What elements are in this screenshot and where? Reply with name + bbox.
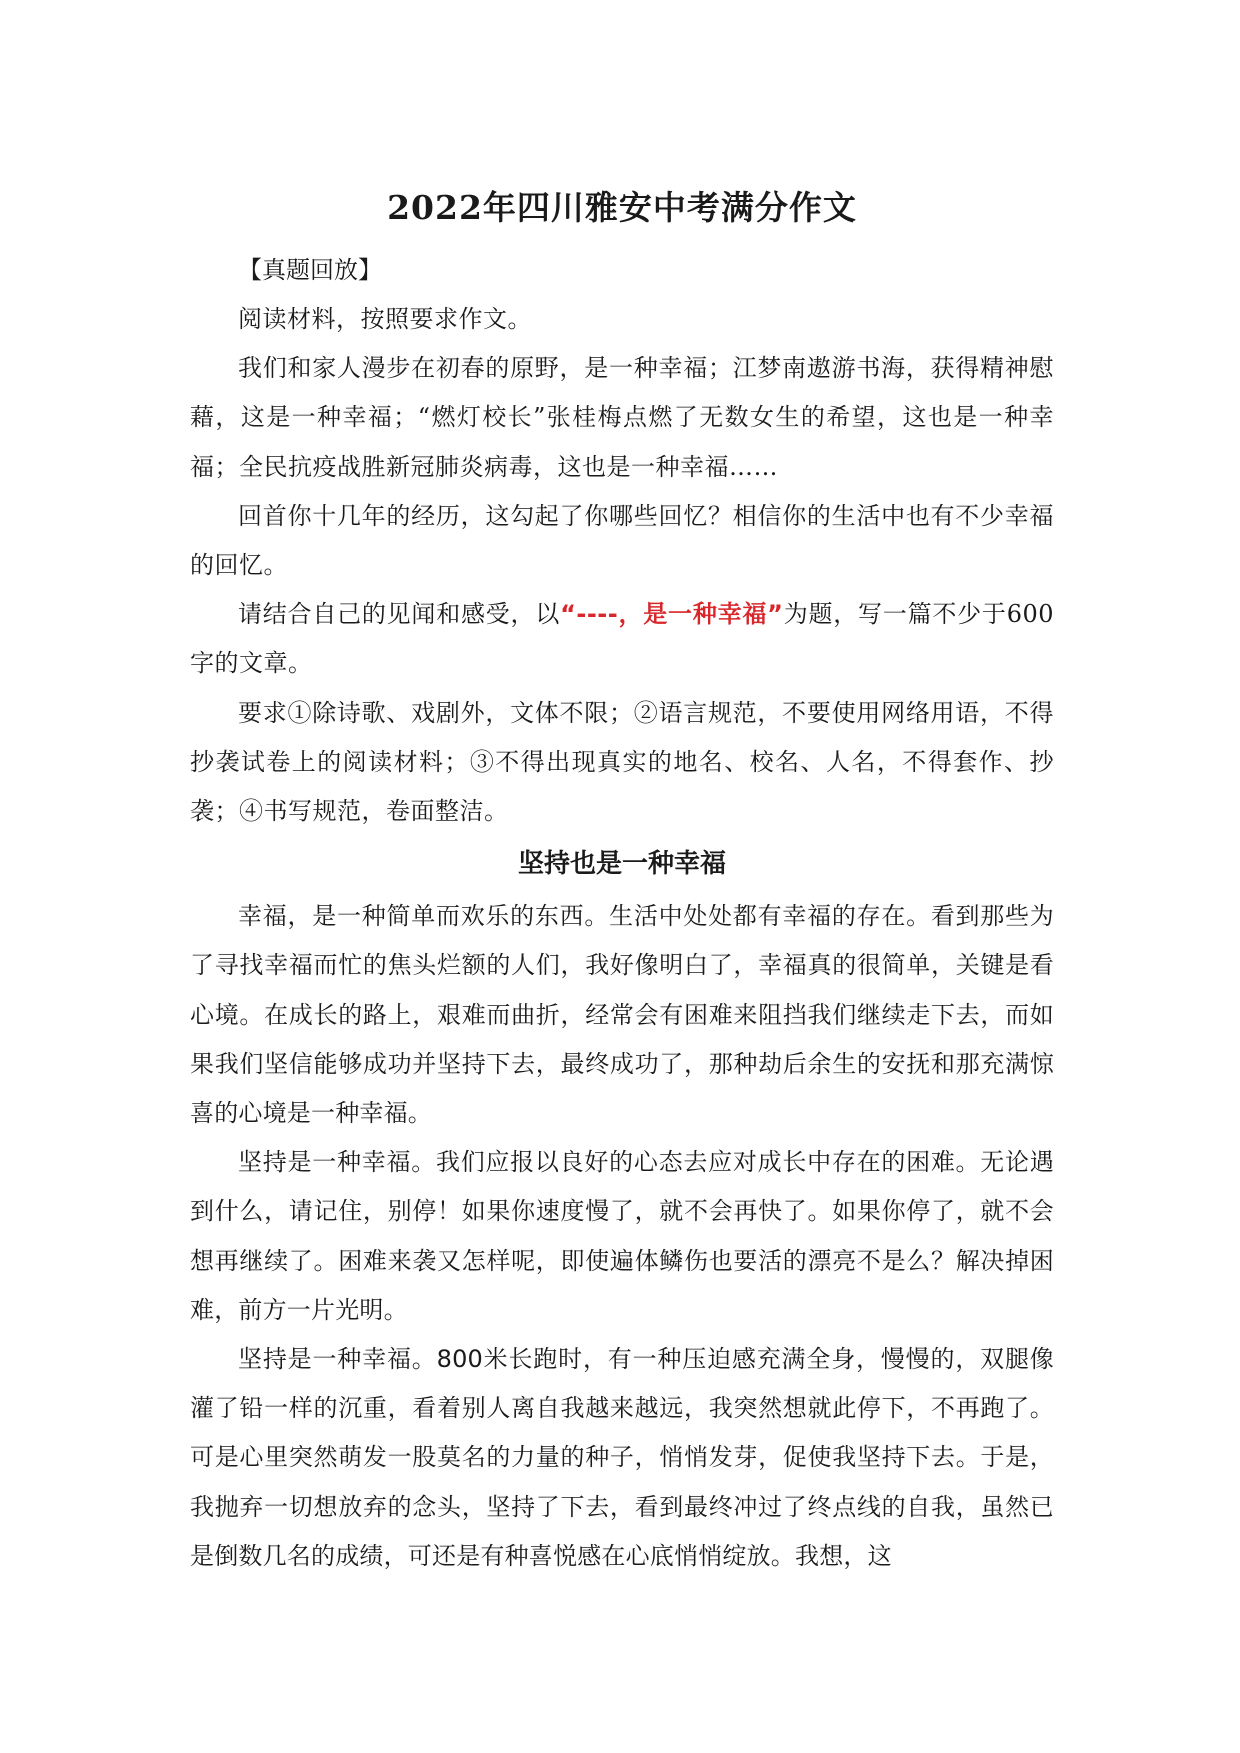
prompt-material: 我们和家人漫步在初春的原野，是一种幸福；江梦南遨游书海，获得精神慰藉，这是一种幸福；“燃灯校长”张桂梅点燃了无数女生的希望，这也是一种幸福；全民抗疫战胜新冠肺炎病毒，这也是一种幸福…… bbox=[190, 354, 1054, 481]
prompt-reflection: 回首你十几年的经历，这勾起了你哪些回忆？相信你的生活中也有不少幸福的回忆。 bbox=[190, 501, 1054, 580]
document-title: 2022年四川雅安中考满分作文 bbox=[387, 188, 857, 227]
essay-paragraph: 坚持是一种幸福。我们应报以良好的心态去应对成长中存在的困难。无论遇到什么，请记住，别停！如果你速度慢了，就不会再快了。如果你停了，就不会想再继续了。困难来袭又怎样呢，即使遍体鳞伤也要活的漂亮不是么？解决掉困难，前方一片光明。 bbox=[190, 1148, 1054, 1324]
document-page bbox=[190, 185, 1054, 1581]
prompt-task-before: 请结合自己的见闻和感受，以 bbox=[238, 600, 561, 629]
essay-paragraph: 幸福，是一种简单而欢乐的东西。生活中处处都有幸福的存在。看到那些为了寻找幸福而忙的焦头烂额的人们，我好像明白了，幸福真的很简单，关键是看心境。在成长的路上，艰难而曲折，经常会有困难来阻挡我们继续走下去，而如果我们坚信能够成功并坚持下去，最终成功了，那种劫后余生的安抚和那充满惊喜的心境是一种幸福。 bbox=[190, 902, 1054, 1128]
section-label: 【真题回放】 bbox=[238, 256, 382, 284]
prompt-task bbox=[190, 590, 1054, 688]
essay-title: 坚持也是一种幸福 bbox=[517, 849, 726, 880]
essay-paragraph: 坚持是一种幸福。800米长跑时，有一种压迫感充满全身，慢慢的，双腿像灌了铅一样的沉重，看着别人离自我越来越远，我突然想就此停下，不再跑了。可是心里突然萌发一股莫名的力量的种子，悄悄发芽，促使我坚持下去。于是，我抛弃一切想放弃的念头，坚持了下去，看到最终冲过了终点线的自我，虽然已是倒数几名的成绩，可还是有种喜悦感在心底悄悄绽放。我想，这 bbox=[190, 1345, 1054, 1570]
prompt-task-after: 为题，写一篇不少于600字的文章。 bbox=[190, 600, 1055, 678]
prompt-instruction: 阅读材料，按照要求作文。 bbox=[238, 305, 532, 333]
prompt-requirements: 要求①除诗歌、戏剧外，文体不限；②语言规范，不要使用网络用语，不得抄袭试卷上的阅读材料；③不得出现真实的地名、校名、人名，不得套作、抄袭；④书写规范，卷面整洁。 bbox=[190, 698, 1054, 826]
prompt-task-highlight: “----，是一种幸福” bbox=[560, 600, 784, 629]
